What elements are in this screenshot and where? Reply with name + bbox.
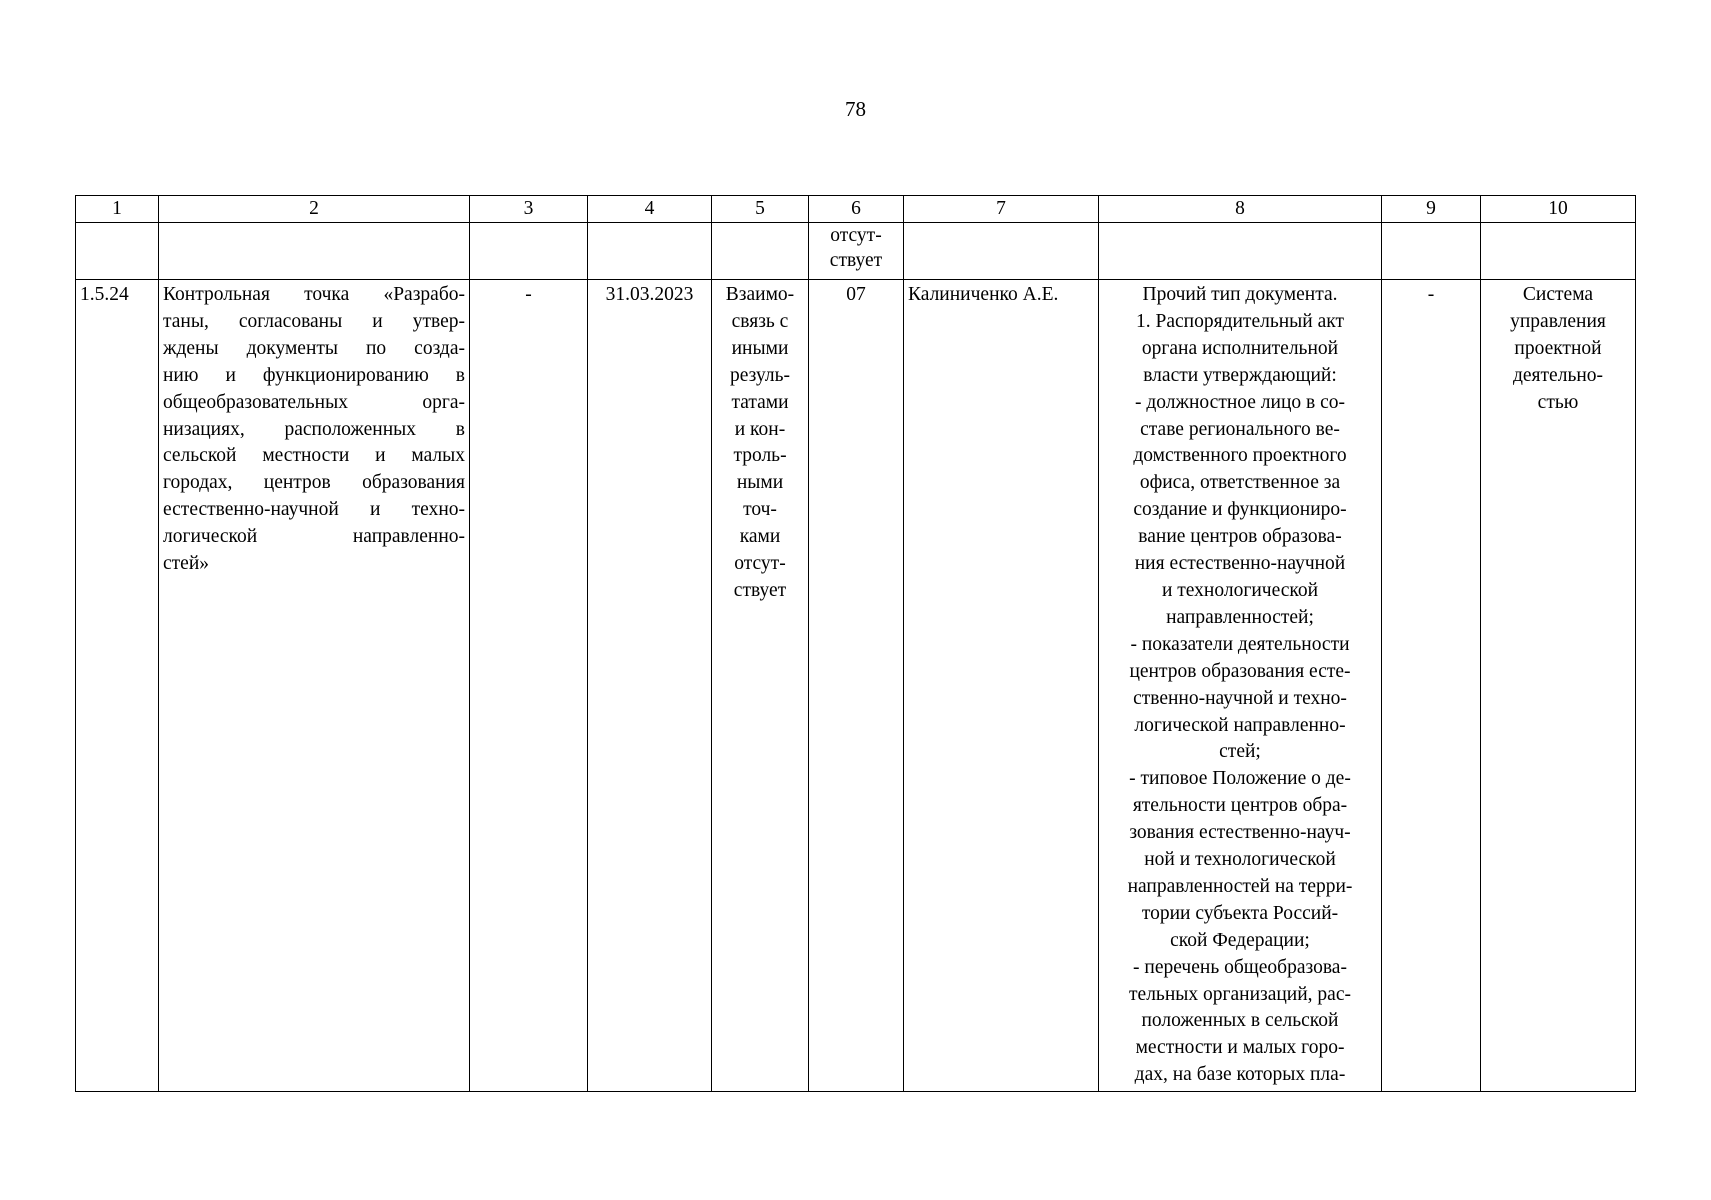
cell-line: ствует [733,579,787,601]
cell-line: таны, согласованы и утвер- [163,310,465,332]
table-cell: - [1382,280,1481,1092]
cell-line: стей; [1219,741,1261,763]
page-number: 78 [845,97,866,121]
responsible-cell: Калиниченко А.Е. [904,280,1099,1092]
cell-line: офиса, ответственное за [1139,472,1341,494]
cell-line: местности и малых горо- [1135,1037,1345,1059]
table-cell [1382,223,1481,280]
cell-line: - показатели деятельности [1130,633,1350,655]
cell-line: дах, на базе которых пла- [1134,1064,1346,1086]
cell-line: общеобразовательных орга- [163,391,465,413]
cell-line: естественно-научной и техно- [163,499,465,521]
continuation-row [76,223,1636,280]
header-cell: 7 [904,196,1099,223]
cell-line: Система [1522,284,1594,305]
relation-cell [712,280,809,1092]
cell-line: ятельности центров обра- [1132,795,1348,817]
cell-line: создание и функциониро- [1133,499,1347,521]
cell-line: тельных организаций, рас- [1129,983,1351,1005]
code-cell: 07 [809,280,904,1092]
cell-line: направленностей; [1166,606,1314,628]
cell-line: ждены документы по созда- [163,337,465,359]
cell-line: Прочий тип документа. [1142,284,1338,305]
cell-line: положенных в сельской [1141,1010,1339,1032]
cell-line: нию и функционированию в [163,364,465,386]
cell-line: и технологической [1161,579,1319,601]
table-cell [470,223,588,280]
cell-line: резуль- [730,364,790,386]
cell-line: и кон- [734,418,786,440]
table-row [76,280,1636,1092]
cell-line: низациях, расположенных в [163,418,465,440]
header-cell: 8 [1099,196,1382,223]
table-cell: - [470,280,588,1092]
cell-line: проектной [1514,337,1602,359]
row-number-cell: 1.5.24 [76,280,159,1092]
header-cell: 2 [159,196,470,223]
cell-line: власти утверждающий: [1143,364,1337,386]
table-cell [76,223,159,280]
document-type-cell [1099,280,1382,1092]
cell-line: стей» [163,553,210,575]
cell-line: иными [731,337,789,359]
cell-line: Контрольная точка «Разрабо- [163,284,465,305]
table-cell [712,223,809,280]
table-cell [1481,223,1636,280]
cell-line: направленностей на терри- [1127,875,1353,897]
description-cell [159,280,470,1092]
cell-line: ственно-научной и техно- [1133,687,1347,709]
header-cell: 5 [712,196,809,223]
cell-line: - типовое Положение о де- [1129,768,1351,790]
cell-line: сельской местности и малых [163,445,465,467]
cell-line: ками [739,526,781,548]
cell-line: тории субъекта Россий- [1141,902,1339,924]
header-row [76,196,1636,223]
cell-line: городах, центров образования [163,472,465,494]
table-cell [904,223,1099,280]
header-cell: 10 [1481,196,1636,223]
system-cell [1481,280,1636,1092]
cell-line: центров образования есте- [1129,660,1351,682]
cell-line: вание центров образова- [1138,526,1342,548]
table-cell [809,223,904,280]
cell-line: связь с [731,310,789,332]
cell-line: ставе регионального ве- [1140,418,1340,440]
table-cell [588,223,712,280]
date-cell: 31.03.2023 [588,280,712,1092]
cell-line: ными [736,472,784,494]
cell-line: логической направленно- [163,526,465,548]
header-cell: 3 [470,196,588,223]
table-cell [1099,223,1382,280]
cell-line: 1. Распорядительный акт [1136,310,1344,332]
cell-line: троль- [733,445,787,467]
document-table [75,195,1636,1092]
cell-line: ной и технологической [1144,849,1336,871]
cell-line: точ- [743,499,777,521]
cell-line: стью [1537,391,1579,413]
cell-line: органа исполнительной [1141,337,1339,359]
cell-line: Взаимо- [725,284,795,305]
header-cell: 6 [809,196,904,223]
cell-line: деятельно- [1512,364,1604,386]
table-cell [159,223,470,280]
cell-line: отсут- [830,225,882,246]
header-cell: 9 [1382,196,1481,223]
document-table-container [75,195,1635,1092]
cell-line: - перечень общеобразова- [1133,956,1347,978]
cell-line: ния естественно-научной [1134,553,1346,575]
cell-line: зования естественно-науч- [1129,822,1351,844]
cell-line: - должностное лицо в со- [1135,391,1345,413]
header-cell: 4 [588,196,712,223]
cell-line: ской Федерации; [1170,929,1310,951]
header-cell: 1 [76,196,159,223]
cell-line: домственного проектного [1133,445,1347,467]
cell-line: управления [1510,310,1606,332]
cell-line: отсут- [734,553,786,575]
cell-line: ствует [829,250,883,271]
cell-line: логической направленно- [1134,714,1346,736]
cell-line: татами [731,391,789,413]
